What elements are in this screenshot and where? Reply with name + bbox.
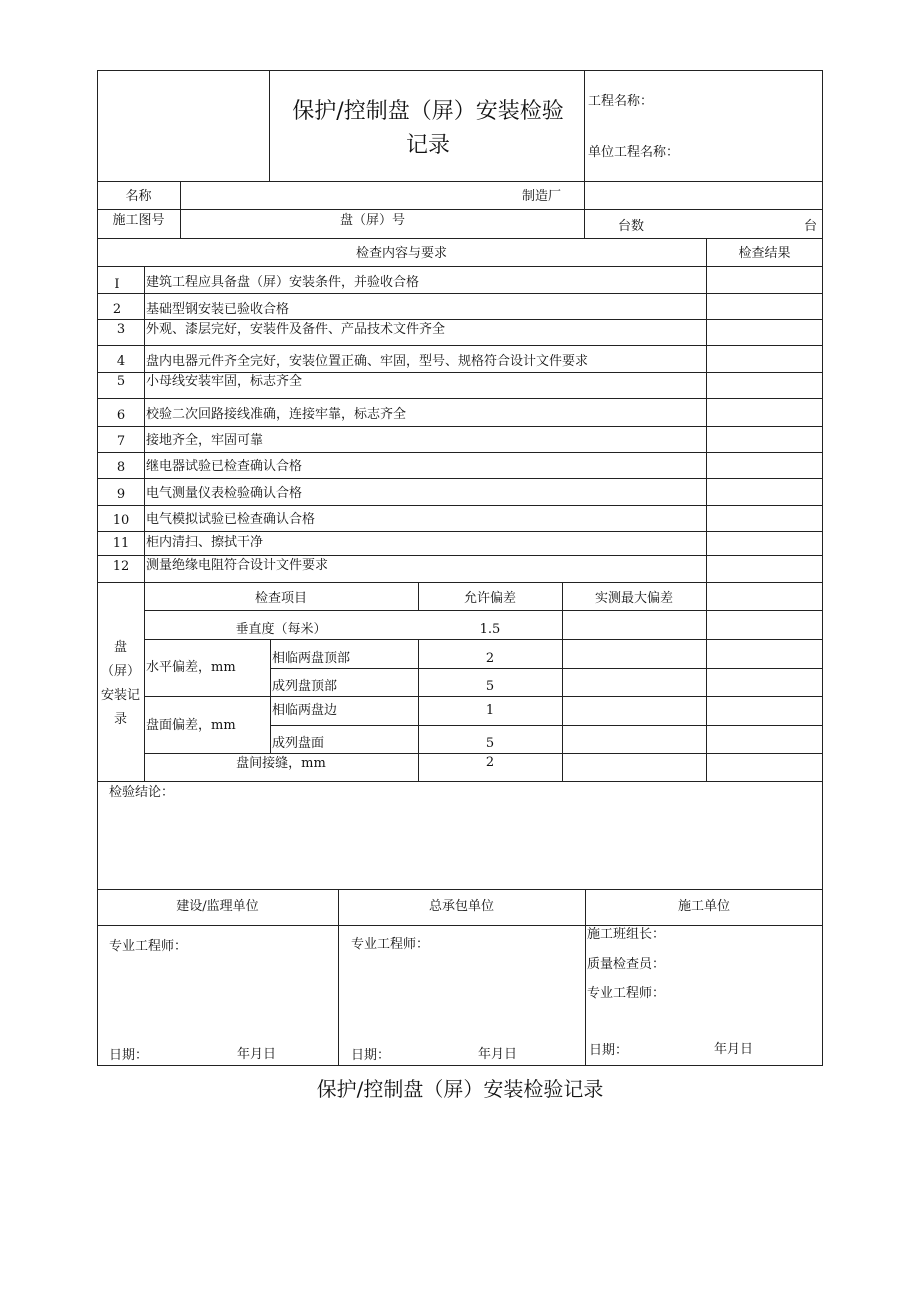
check-item-text: 继电器试验已检查确认合格 bbox=[146, 459, 303, 474]
rule-record-row bbox=[270, 668, 823, 669]
rule-row bbox=[97, 478, 823, 479]
check-item-text: 接地齐全，牢固可靠 bbox=[146, 433, 264, 448]
check-item-no: 11 bbox=[112, 536, 130, 551]
rule-header-split-right bbox=[584, 70, 585, 238]
check-item-no: 5 bbox=[116, 374, 126, 389]
check-item-text: 柜内清扫、擦拭干净 bbox=[146, 535, 264, 550]
check-item-no: 3 bbox=[116, 322, 126, 337]
check-item-no: 7 bbox=[116, 434, 126, 449]
s-row-value: 5 bbox=[485, 736, 495, 751]
rule-info-bottom bbox=[97, 238, 823, 239]
document-title-line1: 保护/控制盘（屏）安装检验 bbox=[292, 99, 564, 124]
s-adjacent-label: 相临两盘边 bbox=[272, 703, 338, 718]
count-unit: 台 bbox=[804, 219, 818, 234]
check-item-text: 电气模拟试验已检查确认合格 bbox=[146, 512, 316, 527]
date-label: 日期： bbox=[109, 1048, 149, 1063]
h-row-label: 成列盘顶部 bbox=[272, 679, 338, 694]
rule-record-row bbox=[144, 639, 823, 640]
rule-row bbox=[97, 426, 823, 427]
check-item-no: I bbox=[114, 277, 120, 292]
date-ymd: 年月日 bbox=[714, 1042, 754, 1057]
record-side-label: 录 bbox=[113, 712, 127, 727]
rule-record-col bbox=[562, 582, 563, 781]
rule-conclusion-bottom bbox=[97, 889, 823, 890]
check-item-text: 基础型钢安装已验收合格 bbox=[146, 302, 290, 317]
sign-col-owner: 建设/监理单位 bbox=[176, 899, 259, 914]
record-side-label: （屏） bbox=[100, 664, 140, 679]
rule-row bbox=[97, 452, 823, 453]
sign-col-construction: 施工单位 bbox=[677, 899, 730, 914]
rule-row bbox=[97, 531, 823, 532]
rule-record-col bbox=[706, 582, 707, 781]
panel-no-label: 盘（屏）号 bbox=[340, 213, 406, 228]
date-label: 日期： bbox=[589, 1043, 629, 1058]
horizontal-deviation-label: 水平偏差，mm bbox=[146, 660, 236, 675]
check-result-header: 检查结果 bbox=[738, 246, 791, 261]
check-item-no: 10 bbox=[112, 513, 130, 528]
vertical-deviation-label: 垂直度（每米） bbox=[235, 622, 327, 637]
s-row-label: 成列盘面 bbox=[272, 736, 325, 751]
record-col-item: 检查项目 bbox=[254, 591, 307, 606]
surface-deviation-label: 盘面偏差，mm bbox=[146, 718, 236, 733]
conclusion-label: 检验结论： bbox=[109, 785, 175, 800]
rule-sign-col bbox=[585, 889, 586, 1066]
rule-row bbox=[97, 555, 823, 556]
rule-info-middle bbox=[97, 209, 823, 210]
joint-value: 2 bbox=[485, 755, 495, 770]
unit-project-label: 单位工程名称： bbox=[588, 145, 680, 160]
h-adjacent-label: 相临两盘顶部 bbox=[272, 651, 351, 666]
rule-record-row bbox=[144, 696, 823, 697]
check-item-text: 校验二次回路接线准确，连接牢靠，标志齐全 bbox=[146, 407, 407, 422]
rule-header-bottom bbox=[97, 181, 823, 182]
check-content-header: 检查内容与要求 bbox=[355, 246, 447, 261]
engineer-label: 专业工程师： bbox=[587, 986, 666, 1001]
count-label: 台数 bbox=[618, 219, 645, 234]
record-col-measured: 实测最大偏差 bbox=[594, 591, 673, 606]
check-item-text: 建筑工程应具备盘（屏）安装条件，并验收合格 bbox=[146, 275, 420, 290]
date-ymd: 年月日 bbox=[478, 1047, 518, 1062]
engineer-label: 专业工程师： bbox=[351, 937, 430, 952]
record-side-label: 安装记 bbox=[100, 688, 140, 703]
check-item-text: 小母线安装牢固，标志齐全 bbox=[146, 374, 303, 389]
rule-row bbox=[97, 293, 823, 294]
sign-col-general-contractor: 总承包单位 bbox=[428, 899, 494, 914]
date-label: 日期： bbox=[351, 1048, 391, 1063]
name-label: 名称 bbox=[125, 189, 152, 204]
rule-sign-header bbox=[97, 925, 823, 926]
check-item-text: 测量绝缘电阻符合设计文件要求 bbox=[146, 558, 329, 573]
check-item-no: 9 bbox=[116, 487, 126, 502]
drawing-no-label: 施工图号 bbox=[112, 213, 165, 228]
rule-record-bottom bbox=[97, 781, 823, 782]
check-item-no: 8 bbox=[116, 460, 126, 475]
rule-row bbox=[97, 319, 823, 320]
check-item-no: 2 bbox=[112, 302, 122, 317]
record-col-allow: 允许偏差 bbox=[463, 591, 516, 606]
rule-row bbox=[97, 345, 823, 346]
rule-result-column bbox=[706, 238, 707, 582]
date-ymd: 年月日 bbox=[237, 1047, 277, 1062]
rule-sign-col bbox=[338, 889, 339, 1066]
document-title-line2: 记录 bbox=[405, 133, 450, 158]
rule-header-split-left bbox=[269, 70, 270, 181]
manufacturer-label: 制造厂 bbox=[522, 189, 562, 204]
check-item-text: 外观、漆层完好，安装件及备件、产品技术文件齐全 bbox=[146, 322, 446, 337]
rule-record-header bbox=[144, 610, 823, 611]
rule-row bbox=[97, 582, 823, 583]
record-side-label: 盘 bbox=[113, 640, 127, 655]
check-item-text: 盘内电器元件齐全完好，安装位置正确、牢固，型号、规格符合设计文件要求 bbox=[146, 354, 589, 369]
rule-record-row bbox=[144, 753, 823, 754]
check-item-no: 6 bbox=[116, 408, 126, 423]
engineer-label: 专业工程师： bbox=[109, 939, 188, 954]
team-leader-label: 施工班组长： bbox=[587, 927, 666, 942]
rule-check-header bbox=[97, 266, 823, 267]
footer-title: 保护/控制盘（屏）安装检验记录 bbox=[316, 1077, 604, 1101]
check-item-no: 4 bbox=[116, 354, 126, 369]
inspector-label: 质量检查员： bbox=[587, 957, 666, 972]
rule-info-label-split bbox=[180, 181, 181, 238]
vertical-deviation-value: 1.5 bbox=[479, 622, 501, 637]
project-name-label: 工程名称： bbox=[588, 94, 654, 109]
rule-row bbox=[97, 505, 823, 506]
rule-record-subcol bbox=[270, 639, 271, 753]
rule-row bbox=[97, 372, 823, 373]
rule-row bbox=[97, 398, 823, 399]
s-adjacent-value: 1 bbox=[485, 703, 495, 718]
check-item-text: 电气测量仪表检验确认合格 bbox=[146, 486, 303, 501]
check-item-no: 12 bbox=[112, 559, 130, 574]
joint-label: 盘间接缝，mm bbox=[236, 756, 326, 771]
h-row-value: 5 bbox=[485, 679, 495, 694]
rule-record-row bbox=[270, 725, 823, 726]
h-adjacent-value: 2 bbox=[485, 651, 495, 666]
